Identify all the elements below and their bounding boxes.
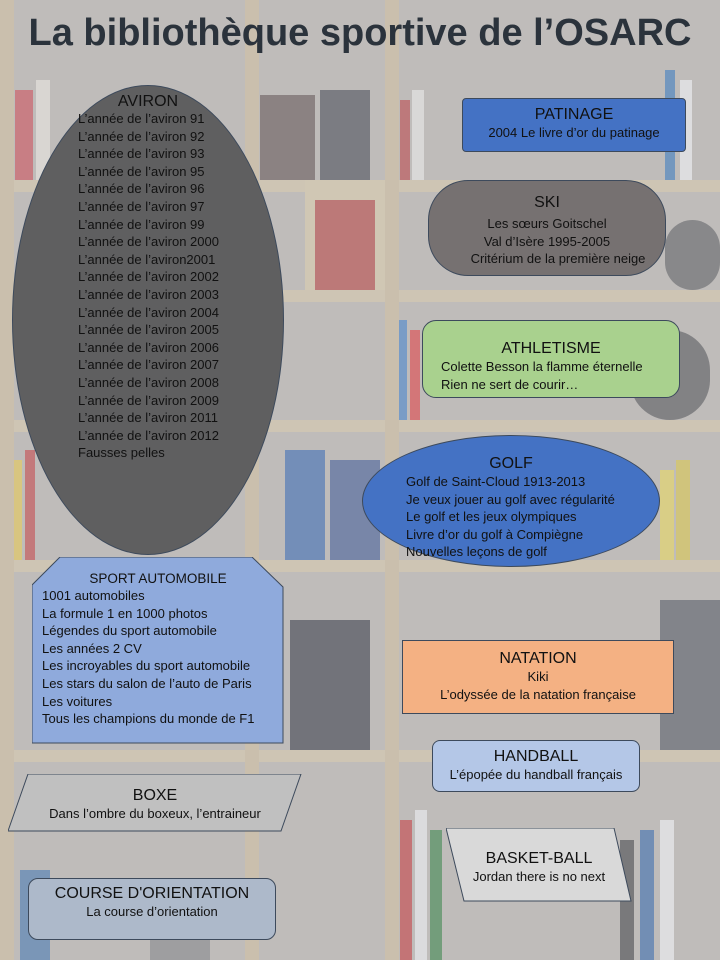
list-item: Rien ne sert de courir… (441, 376, 579, 392)
list-item: 2004 Le livre d’or du patinage (488, 125, 660, 140)
list-item: L’année de l’aviron 2000 (78, 234, 219, 250)
ski-section (428, 180, 666, 276)
list-item: Les voitures (42, 693, 113, 709)
list-item: L’année de l’aviron 2008 (78, 374, 219, 390)
list-item: Je veux jouer au golf avec régularité (406, 491, 615, 507)
list-item: Légendes du sport automobile (42, 623, 217, 639)
list-item: 1001 automobiles (42, 588, 145, 603)
golf-heading: GOLF (489, 455, 533, 472)
list-item: Golf de Saint-Cloud 1913-2013 (406, 474, 586, 489)
list-item: L’année de l’aviron 2004 (78, 304, 219, 320)
list-item: L’année de l’aviron 2005 (78, 322, 219, 338)
list-item: L’année de l’aviron 2002 (78, 269, 219, 285)
list-item: L’année de l’aviron 2011 (78, 410, 218, 426)
list-item: Le golf et les jeux olympiques (406, 509, 577, 525)
list-item: Jordan there is no next (472, 869, 606, 884)
list-item: L’année de l’aviron 2012 (78, 427, 219, 443)
list-item: Fausses pelles (78, 445, 165, 461)
list-item: Val d’Isère 1995-2005 (483, 233, 611, 249)
orientation-section (28, 878, 276, 940)
list-item: L’épopée du handball français (449, 767, 623, 782)
golf-section (362, 435, 660, 567)
natation-heading: NATATION (499, 650, 577, 667)
list-item: L’année de l’aviron 99 (78, 216, 205, 232)
automobile-section (32, 557, 284, 744)
list-item: L’année de l’aviron 2003 (78, 286, 219, 302)
list-item: La course d’orientation (86, 904, 218, 919)
list-item: L’année de l’aviron 2009 (78, 392, 219, 408)
list-item: L’année de l’aviron 92 (78, 128, 205, 144)
list-item: L’année de l’aviron 93 (78, 146, 205, 162)
list-item: Les sœurs Goitschel (487, 216, 607, 231)
aviron-section (12, 85, 284, 555)
list-item: L’année de l’aviron 95 (78, 163, 205, 179)
list-item: La formule 1 en 1000 photos (42, 605, 208, 621)
list-item: Tous les champions du monde de F1 (42, 711, 255, 727)
page-title: La bibliothèque sportive de l’OSARC (28, 12, 692, 54)
orientation-heading: COURSE D'ORIENTATION (54, 885, 250, 902)
handball-heading: HANDBALL (493, 748, 579, 765)
list-item: Critérium de la première neige (470, 251, 646, 267)
list-item: L’année de l’aviron 2007 (78, 357, 219, 373)
basket-heading: BASKET-BALL (485, 850, 593, 867)
athletisme-heading: ATHLETISME (501, 340, 601, 357)
list-item: Dans l’ombre du boxeux, l’entraineur (49, 806, 261, 821)
list-item: Les années 2 CV (42, 640, 142, 656)
list-item: Kiki (527, 669, 549, 684)
patinage-section (462, 98, 686, 152)
list-item: Colette Besson la flamme éternelle (441, 359, 643, 374)
handball-section (432, 740, 640, 792)
list-item: L’année de l’aviron 96 (78, 181, 205, 197)
list-item: L’année de l’aviron2001 (78, 251, 216, 267)
list-item: L’année de l’aviron 97 (78, 198, 205, 214)
boxe-section (8, 774, 302, 832)
list-item: Livre d’or du golf à Compiègne (406, 526, 584, 542)
list-item: L’année de l’aviron 2006 (78, 339, 219, 355)
list-item: Nouvelles leçons de golf (406, 544, 547, 560)
ski-heading: SKI (534, 194, 560, 211)
aviron-list (78, 110, 219, 462)
automobile-heading: SPORT AUTOMOBILE (89, 571, 227, 586)
natation-section (402, 640, 674, 714)
list-item: L’année de l’aviron 91 (78, 111, 205, 126)
list-item: L’odyssée de la natation française (440, 686, 636, 702)
basket-section (446, 828, 632, 902)
patinage-heading: PATINAGE (534, 106, 614, 123)
boxe-heading: BOXE (132, 787, 178, 804)
list-item: Les incroyables du sport automobile (42, 658, 251, 674)
list-item: Les stars du salon de l’auto de Paris (42, 675, 252, 691)
aviron-heading: AVIRON (117, 93, 179, 110)
athletisme-section (422, 320, 680, 398)
